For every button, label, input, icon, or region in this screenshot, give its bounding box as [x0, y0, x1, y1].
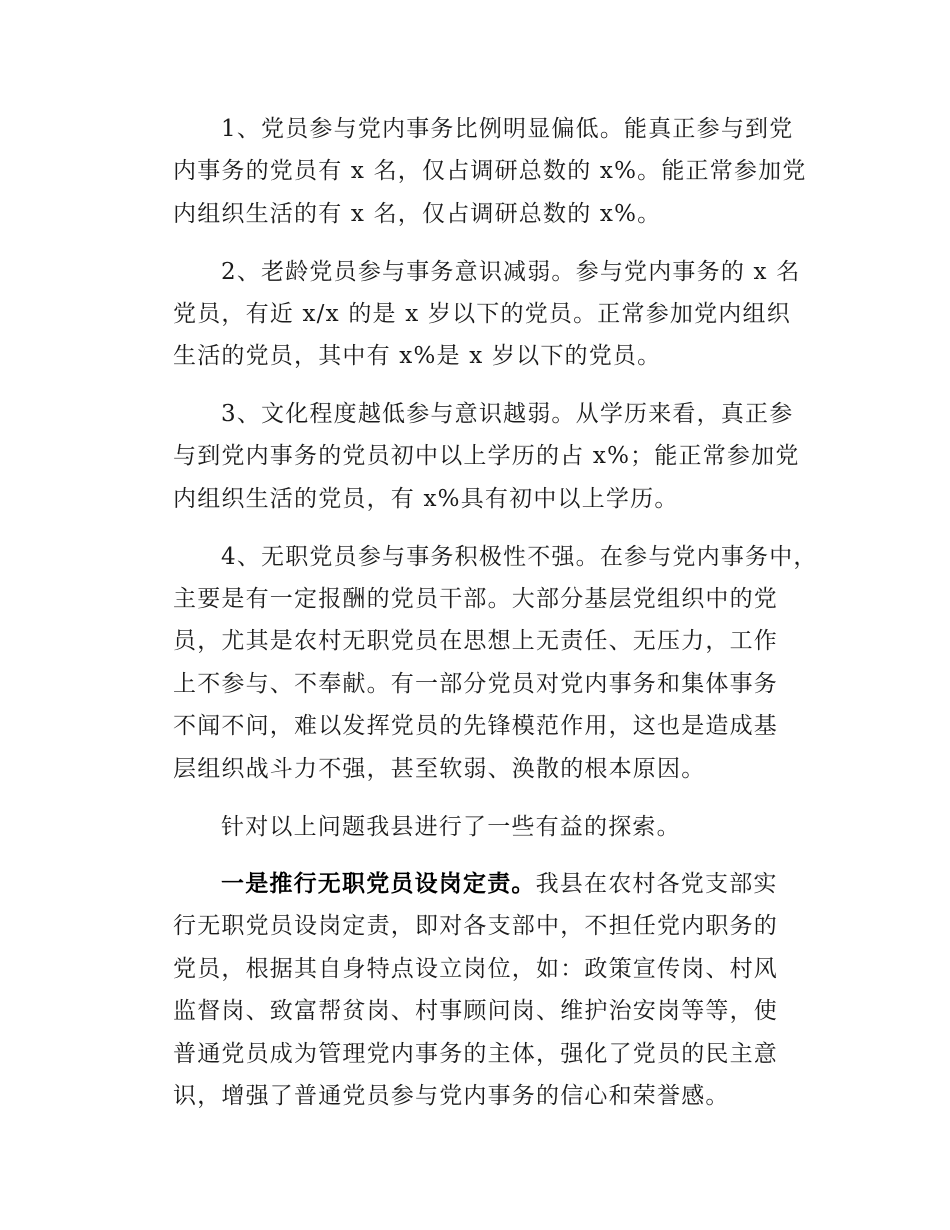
text-line: 1、党员参与党内事务比例明显偏低。能真正参与到党 — [221, 116, 794, 142]
text-line: 党员，有近 x/x 的是 x 岁以下的党员。正常参加党内组织 — [173, 301, 791, 327]
text-line: 员，尤其是农村无职党员在思想上无责任、无压力，工作 — [173, 628, 778, 654]
text-line: 上不参与、不奉献。有一部分党员对党内事务和集体事务 — [173, 671, 778, 697]
text-line: 内事务的党员有 x 名，仅占调研总数的 x%。能正常参加党 — [173, 158, 807, 184]
text-line: 内组织生活的有 x 名，仅占调研总数的 x%。 — [173, 201, 662, 227]
text-line: 普通党员成为管理党内事务的主体，强化了党员的民主意 — [173, 1041, 778, 1067]
text-line: 行无职党员设岗定责，即对各支部中，不担任党内职务的 — [173, 913, 778, 939]
text-line: 层组织战斗力不强，甚至软弱、涣散的根本原因。 — [173, 756, 706, 782]
measure-text: 我县在农村各党支部实 — [535, 871, 778, 897]
text-line: 主要是有一定报酬的党员干部。大部分基层党组织中的党 — [173, 586, 778, 612]
text-line: 2、老龄党员参与事务意识减弱。参与党内事务的 x 名 — [221, 259, 801, 285]
text-line: 党员，根据其自身特点设立岗位，如：政策宣传岗、村风 — [173, 956, 778, 982]
text-line: 不闻不问，难以发挥党员的先锋模范作用，这也是造成基 — [173, 713, 778, 739]
text-line: 内组织生活的党员，有 x%具有初中以上学历。 — [173, 486, 679, 512]
text-line — [221, 870, 778, 898]
measure-heading: 一是推行无职党员设岗定责。 — [221, 871, 536, 897]
text-line: 针对以上问题我县进行了一些有益的探索。 — [221, 814, 681, 840]
text-line: 监督岗、致富帮贫岗、村事顾问岗、维护治安岗等等，使 — [173, 998, 778, 1024]
text-line: 识，增强了普通党员参与党内事务的信心和荣誉感。 — [173, 1083, 730, 1109]
text-line: 3、文化程度越低参与意识越弱。从学历来看，真正参 — [221, 401, 794, 427]
text-line: 生活的党员，其中有 x%是 x 岁以下的党员。 — [173, 343, 662, 369]
text-line: 4、无职党员参与事务积极性不强。在参与党内事务中， — [221, 544, 818, 570]
text-line: 与到党内事务的党员初中以上学历的占 x%；能正常参加党 — [173, 443, 800, 469]
